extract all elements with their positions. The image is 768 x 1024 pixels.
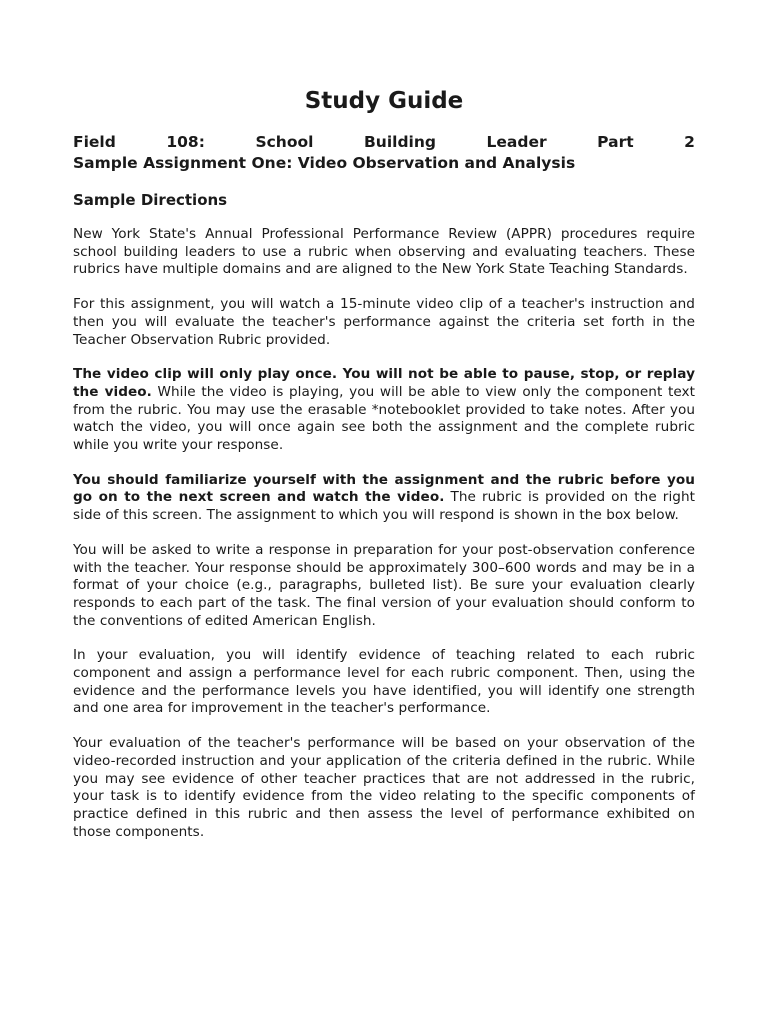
paragraph-text: Your evaluation of the teacher's performance will be based on your observation of the video-recorded instruction and your application of the criteria defined in the rubric. While you may see evidence of other teacher practices that are not addressed in the rubric, your task is to identify evidence from the video relating to the specific components of practice defined in this rubric and then assess the level of performance exhibited on those components. — [73, 735, 695, 840]
paragraph-text: You will be asked to write a response in preparation for your post-observation conference with the teacher. Your response should be approximately 300–600 words and may be in a format of your choice (e.g., paragraphs, bulleted list). Be sure your evaluation clearly responds to each part of the task. The final version of your evaluation should conform to the conventions of edited American English. — [73, 541, 695, 629]
paragraph — [73, 472, 695, 525]
field-word: Field — [73, 133, 116, 151]
paragraph — [73, 296, 695, 349]
paragraph-bold: The video clip will only play once. You will not be able to pause, stop, or replay the video. — [73, 366, 695, 400]
paragraph — [73, 647, 695, 718]
paragraph-text: The rubric is provided on the right side of this screen. The assignment to which you will respond is shown in the box below. — [73, 489, 695, 524]
assignment-heading: Sample Assignment One: Video Observation and Analysis — [73, 154, 576, 172]
page-title: Study Guide — [304, 88, 464, 114]
paragraph — [73, 366, 695, 455]
paragraph-text: For this assignment, you will watch a 15-minute video clip of a teacher's instruction and then you will evaluate the teacher's performance against the criteria set forth in the Teacher Observation Rubric provided. — [73, 296, 695, 348]
paragraph — [73, 226, 695, 279]
field-word: 108: — [166, 133, 205, 151]
field-word: 2 — [684, 133, 695, 151]
field-heading — [73, 132, 695, 153]
paragraph — [73, 735, 695, 841]
field-word: Part — [597, 133, 634, 151]
field-word: School — [255, 133, 314, 151]
paragraph-bold: You should familiarize yourself with the assignment and the rubric before you go on to the next screen and watch the video. — [73, 471, 695, 506]
section-heading: Sample Directions — [73, 191, 228, 209]
document-page — [73, 84, 695, 858]
paragraph — [73, 542, 695, 631]
field-word: Leader — [486, 133, 547, 151]
paragraph-text: In your evaluation, you will identify evidence of teaching related to each rubric component and assign a performance level for each rubric component. Then, using the evidence and the performance levels you have identified, you will identify one strength and one area for improvement in the teacher's performance. — [73, 647, 695, 717]
paragraph-text: While the video is playing, you will be able to view only the component text from the rubric. You may use the erasable *notebooklet provided to take notes. After you watch the video, you will once again see both the assignment and the complete rubric while you write your response. — [73, 383, 695, 454]
field-word: Building — [363, 133, 436, 151]
paragraph-text: New York State's Annual Professional Performance Review (APPR) procedures require school building leaders to use a rubric when observing and evaluating teachers. These rubrics have multiple domains and are aligned to the New York State Teaching Standards. — [73, 226, 695, 278]
